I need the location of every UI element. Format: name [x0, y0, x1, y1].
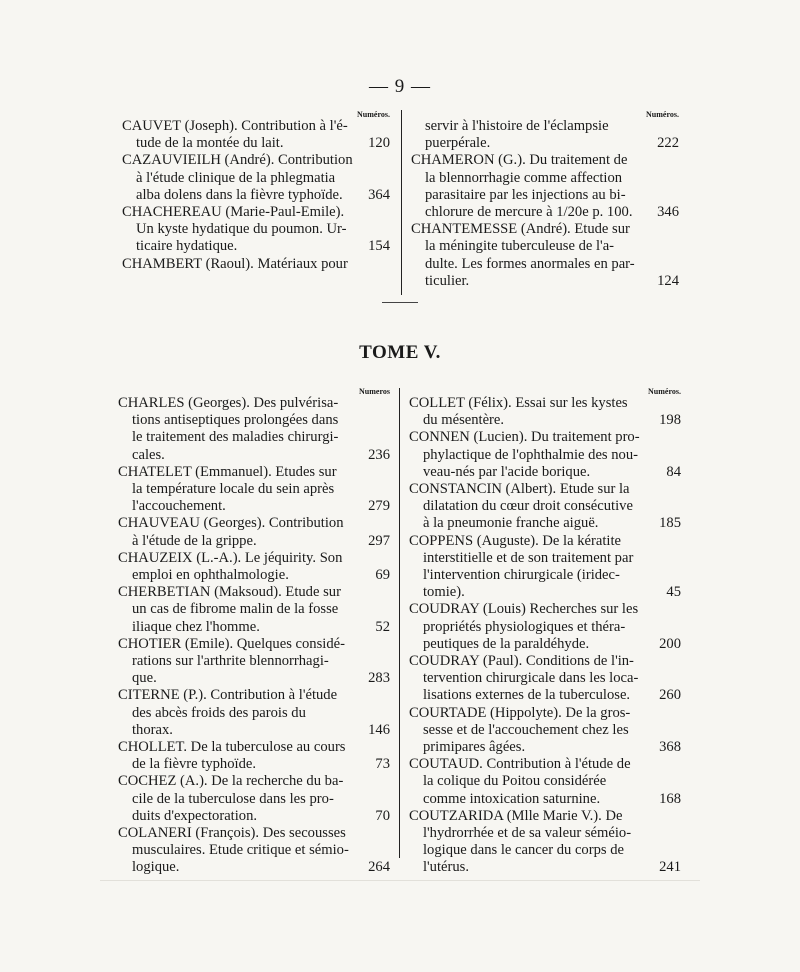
entry-text: logique. — [132, 859, 180, 876]
entry-line: l'intervention chirurgicale (iridec- — [423, 567, 620, 584]
column-header: Numeros — [359, 387, 390, 396]
entry-title-line: COCHEZ (A.). De la recherche du ba- — [118, 773, 344, 790]
entry-line — [118, 447, 390, 464]
index-entry — [409, 756, 681, 808]
entry-number: 70 — [375, 807, 390, 824]
column-header: Numéros. — [357, 110, 390, 119]
entry-line: la blennorrhagie comme affection — [425, 169, 623, 186]
index-entry — [409, 429, 681, 481]
index-entry — [118, 515, 390, 549]
entry-number: 154 — [368, 238, 390, 255]
entry-number: 297 — [368, 532, 390, 549]
entry-text: que. — [132, 670, 157, 687]
page-number: — 9 — — [369, 76, 431, 97]
index-entry — [118, 550, 390, 584]
entry-text: lisations externes de la tuberculose. — [423, 687, 631, 704]
index-entry — [409, 533, 681, 602]
entry-line: sesse et de l'accouchement chez les — [423, 721, 629, 738]
entry-line: dilatation du cœur droit consécutive — [423, 498, 633, 515]
entry-text: iliaque chez l'homme. — [132, 618, 260, 635]
entry-title-line: CHAMERON (G.). Du traitement de — [411, 152, 628, 169]
entry-title-line: CHAMBERT (Raoul). Matériaux pour — [122, 255, 348, 272]
entry-line: à l'étude clinique de la phlegmatia — [136, 169, 336, 186]
entry-line — [118, 498, 390, 515]
entry-number: 185 — [659, 515, 681, 532]
entry-line — [122, 135, 390, 152]
entry-line: musculaires. Etude critique et sémio- — [132, 842, 349, 859]
index-entry — [122, 118, 390, 152]
entry-title-line: COURTADE (Hippolyte). De la gros- — [409, 704, 631, 721]
entry-line — [409, 412, 681, 429]
entry-line — [122, 187, 390, 204]
entry-title-line: COUDRAY (Paul). Conditions de l'in- — [409, 653, 634, 670]
entry-number: 69 — [375, 567, 390, 584]
entry-line: tervention chirurgicale dans les loca- — [423, 670, 639, 687]
index-entry — [118, 773, 390, 825]
column-header: Numéros. — [646, 110, 679, 119]
entry-number: 120 — [368, 135, 390, 152]
index-entry — [409, 481, 681, 533]
entry-title-line: CITERNE (P.). Contribution à l'étude — [118, 687, 338, 704]
entry-line: tions antiseptiques prolongées dans — [132, 412, 339, 429]
index-entry — [118, 584, 390, 636]
entry-number: 45 — [666, 584, 681, 601]
column-divider — [401, 110, 402, 295]
entry-text: comme intoxication saturnine. — [423, 790, 601, 807]
entry-title-line: CHAUVEAU (Georges). Contribution — [118, 515, 344, 532]
column-header: Numéros. — [648, 387, 681, 396]
entry-title-line: CAUVET (Joseph). Contribution à l'é- — [122, 118, 348, 134]
entry-text: veau-nés par l'acide borique. — [423, 463, 591, 480]
entry-line — [409, 636, 681, 653]
index-entry — [411, 118, 679, 152]
top-left-column — [122, 106, 390, 273]
entry-line: cile de la tuberculose dans les pro- — [132, 790, 334, 807]
entry-number: 200 — [659, 635, 681, 652]
entry-line — [118, 808, 390, 825]
entry-line: le traitement des maladies chirurgi- — [132, 429, 339, 446]
entry-line: un cas de fibrome malin de la fosse — [132, 601, 339, 618]
entry-text: puerpérale. — [425, 135, 491, 152]
entry-line: interstitielle et de son traitement par — [423, 549, 634, 566]
entry-line — [118, 756, 390, 773]
entry-text: l'accouchement. — [132, 498, 226, 515]
entry-title-line: CHOTIER (Emile). Quelques considé- — [118, 635, 345, 652]
index-entry — [409, 808, 681, 877]
entry-number: 146 — [368, 721, 390, 738]
entry-line — [118, 619, 390, 636]
top-right-column — [411, 106, 679, 290]
entry-number: 236 — [368, 446, 390, 463]
entry-text: primipares âgées. — [423, 739, 526, 756]
index-entry — [409, 601, 681, 653]
index-entry — [118, 687, 390, 739]
entry-number: 346 — [657, 204, 679, 221]
index-entry — [122, 152, 390, 204]
entry-line: l'hydrorrhée et de sa valeur séméio- — [423, 825, 632, 842]
entry-number: 168 — [659, 790, 681, 807]
entry-title-line: CHANTEMESSE (André). Etude sur — [411, 221, 630, 238]
entry-number: 283 — [368, 670, 390, 687]
entry-title-line: CHATELET (Emmanuel). Etudes sur — [118, 463, 337, 480]
index-entry — [118, 825, 390, 877]
entry-title-line: CONSTANCIN (Albert). Etude sur la — [409, 481, 630, 498]
entry-line: phylactique de l'ophthalmie des nou- — [423, 446, 638, 463]
entry-line: servir à l'histoire de l'éclampsie — [425, 118, 609, 134]
index-entry — [122, 256, 390, 273]
entry-title-line: CHARLES (Georges). Des pulvérisa- — [118, 395, 339, 411]
index-entry — [118, 395, 390, 464]
entry-title-line: COUTZARIDA (Mlle Marie V.). De — [409, 807, 623, 824]
entry-line: logique dans le cancer du corps de — [423, 842, 624, 859]
right-column — [409, 383, 681, 877]
entry-title-line: CHAUZEIX (L.-A.). Le jéquirity. Son — [118, 549, 343, 566]
entry-line — [118, 533, 390, 550]
entry-text: ticulier. — [425, 272, 470, 289]
entry-number: 368 — [659, 739, 681, 756]
entry-line — [118, 567, 390, 584]
section-separator — [382, 302, 418, 303]
bleed-through-line — [100, 880, 700, 881]
index-entry — [118, 464, 390, 516]
entry-title-line: CHOLLET. De la tuberculose au cours — [118, 739, 346, 756]
index-entry — [409, 395, 681, 429]
entry-line — [409, 739, 681, 756]
entry-line — [409, 584, 681, 601]
entry-line — [118, 859, 390, 876]
entry-text: chlorure de mercure à 1/20e p. 100. — [425, 204, 633, 221]
entry-line: dulte. Les formes anormales en par- — [425, 255, 635, 272]
entry-line: la température locale du sein après — [132, 481, 335, 498]
entry-title-line: CHACHEREAU (Marie-Paul-Emile). — [122, 204, 345, 221]
entry-text: emploi en ophthalmologie. — [132, 567, 289, 584]
entry-title-line: COLANERI (François). Des secousses — [118, 825, 346, 842]
entry-text: alba dolens dans la fièvre typhoïde. — [136, 186, 343, 203]
entry-text: de la fièvre typhoïde. — [132, 756, 256, 773]
entry-line — [409, 791, 681, 808]
entry-title-line: CAZAUVIEILH (André). Contribution — [122, 152, 353, 169]
entry-title-line: COUDRAY (Louis) Recherches sur les — [409, 601, 639, 618]
entry-text: peutiques de la paraldéhyde. — [423, 635, 590, 652]
entry-line — [411, 273, 679, 290]
entry-number: 364 — [368, 186, 390, 203]
index-entry — [409, 705, 681, 757]
entry-line: propriétés physiologiques et théra- — [423, 618, 626, 635]
entry-number: 52 — [375, 618, 390, 635]
entry-number: 198 — [659, 412, 681, 429]
index-entry — [118, 636, 390, 688]
index-entry — [411, 152, 679, 221]
index-entry — [409, 653, 681, 705]
entry-line: rations sur l'arthrite blennorrhagi- — [132, 653, 329, 670]
entry-line: des abcès froids des parois du — [132, 704, 306, 721]
entry-line — [411, 135, 679, 152]
index-entry — [118, 739, 390, 773]
entry-title-line: CONNEN (Lucien). Du traitement pro- — [409, 429, 640, 446]
index-entry — [411, 221, 679, 290]
entry-line: parasitaire par les injections au bi- — [425, 186, 626, 203]
entry-line — [122, 238, 390, 255]
entry-line — [118, 670, 390, 687]
entry-line — [411, 204, 679, 221]
entry-title-line: CHERBETIAN (Maksoud). Etude sur — [118, 584, 341, 601]
entry-line: la méningite tuberculeuse de l'a- — [425, 238, 615, 255]
entry-line: Un kyste hydatique du poumon. Ur- — [136, 221, 347, 238]
entry-number: 264 — [368, 859, 390, 876]
entry-text: duits d'expectoration. — [132, 807, 258, 824]
entry-number: 84 — [666, 463, 681, 480]
entry-text: du mésentère. — [423, 412, 505, 429]
entry-line — [409, 515, 681, 532]
entry-text: l'utérus. — [423, 859, 469, 876]
entry-text: à l'étude de la grippe. — [132, 532, 257, 549]
index-entry — [122, 204, 390, 256]
entry-number: 124 — [657, 272, 679, 289]
entry-text: ticaire hydatique. — [136, 238, 238, 255]
column-divider — [399, 388, 400, 858]
entry-number: 279 — [368, 498, 390, 515]
entry-text: à la pneumonie franche aiguë. — [423, 515, 599, 532]
entry-text: thorax. — [132, 721, 173, 738]
entry-number: 241 — [659, 859, 681, 876]
entry-number: 73 — [375, 756, 390, 773]
entry-text: tomie). — [423, 584, 465, 601]
entry-line: la colique du Poitou considérée — [423, 773, 607, 790]
entry-text: tude de la montée du lait. — [136, 135, 284, 152]
entry-line — [409, 687, 681, 704]
entry-line — [118, 722, 390, 739]
entry-number: 260 — [659, 687, 681, 704]
entry-title-line: COPPENS (Auguste). De la kératite — [409, 532, 621, 549]
entry-line — [409, 464, 681, 481]
entry-title-line: COUTAUD. Contribution à l'étude de — [409, 756, 631, 773]
left-column — [118, 383, 390, 877]
tome-title: TOME V. — [359, 342, 441, 363]
entry-number: 222 — [657, 135, 679, 152]
entry-text: cales. — [132, 446, 165, 463]
entry-title-line: COLLET (Félix). Essai sur les kystes — [409, 395, 628, 411]
entry-line — [409, 859, 681, 876]
